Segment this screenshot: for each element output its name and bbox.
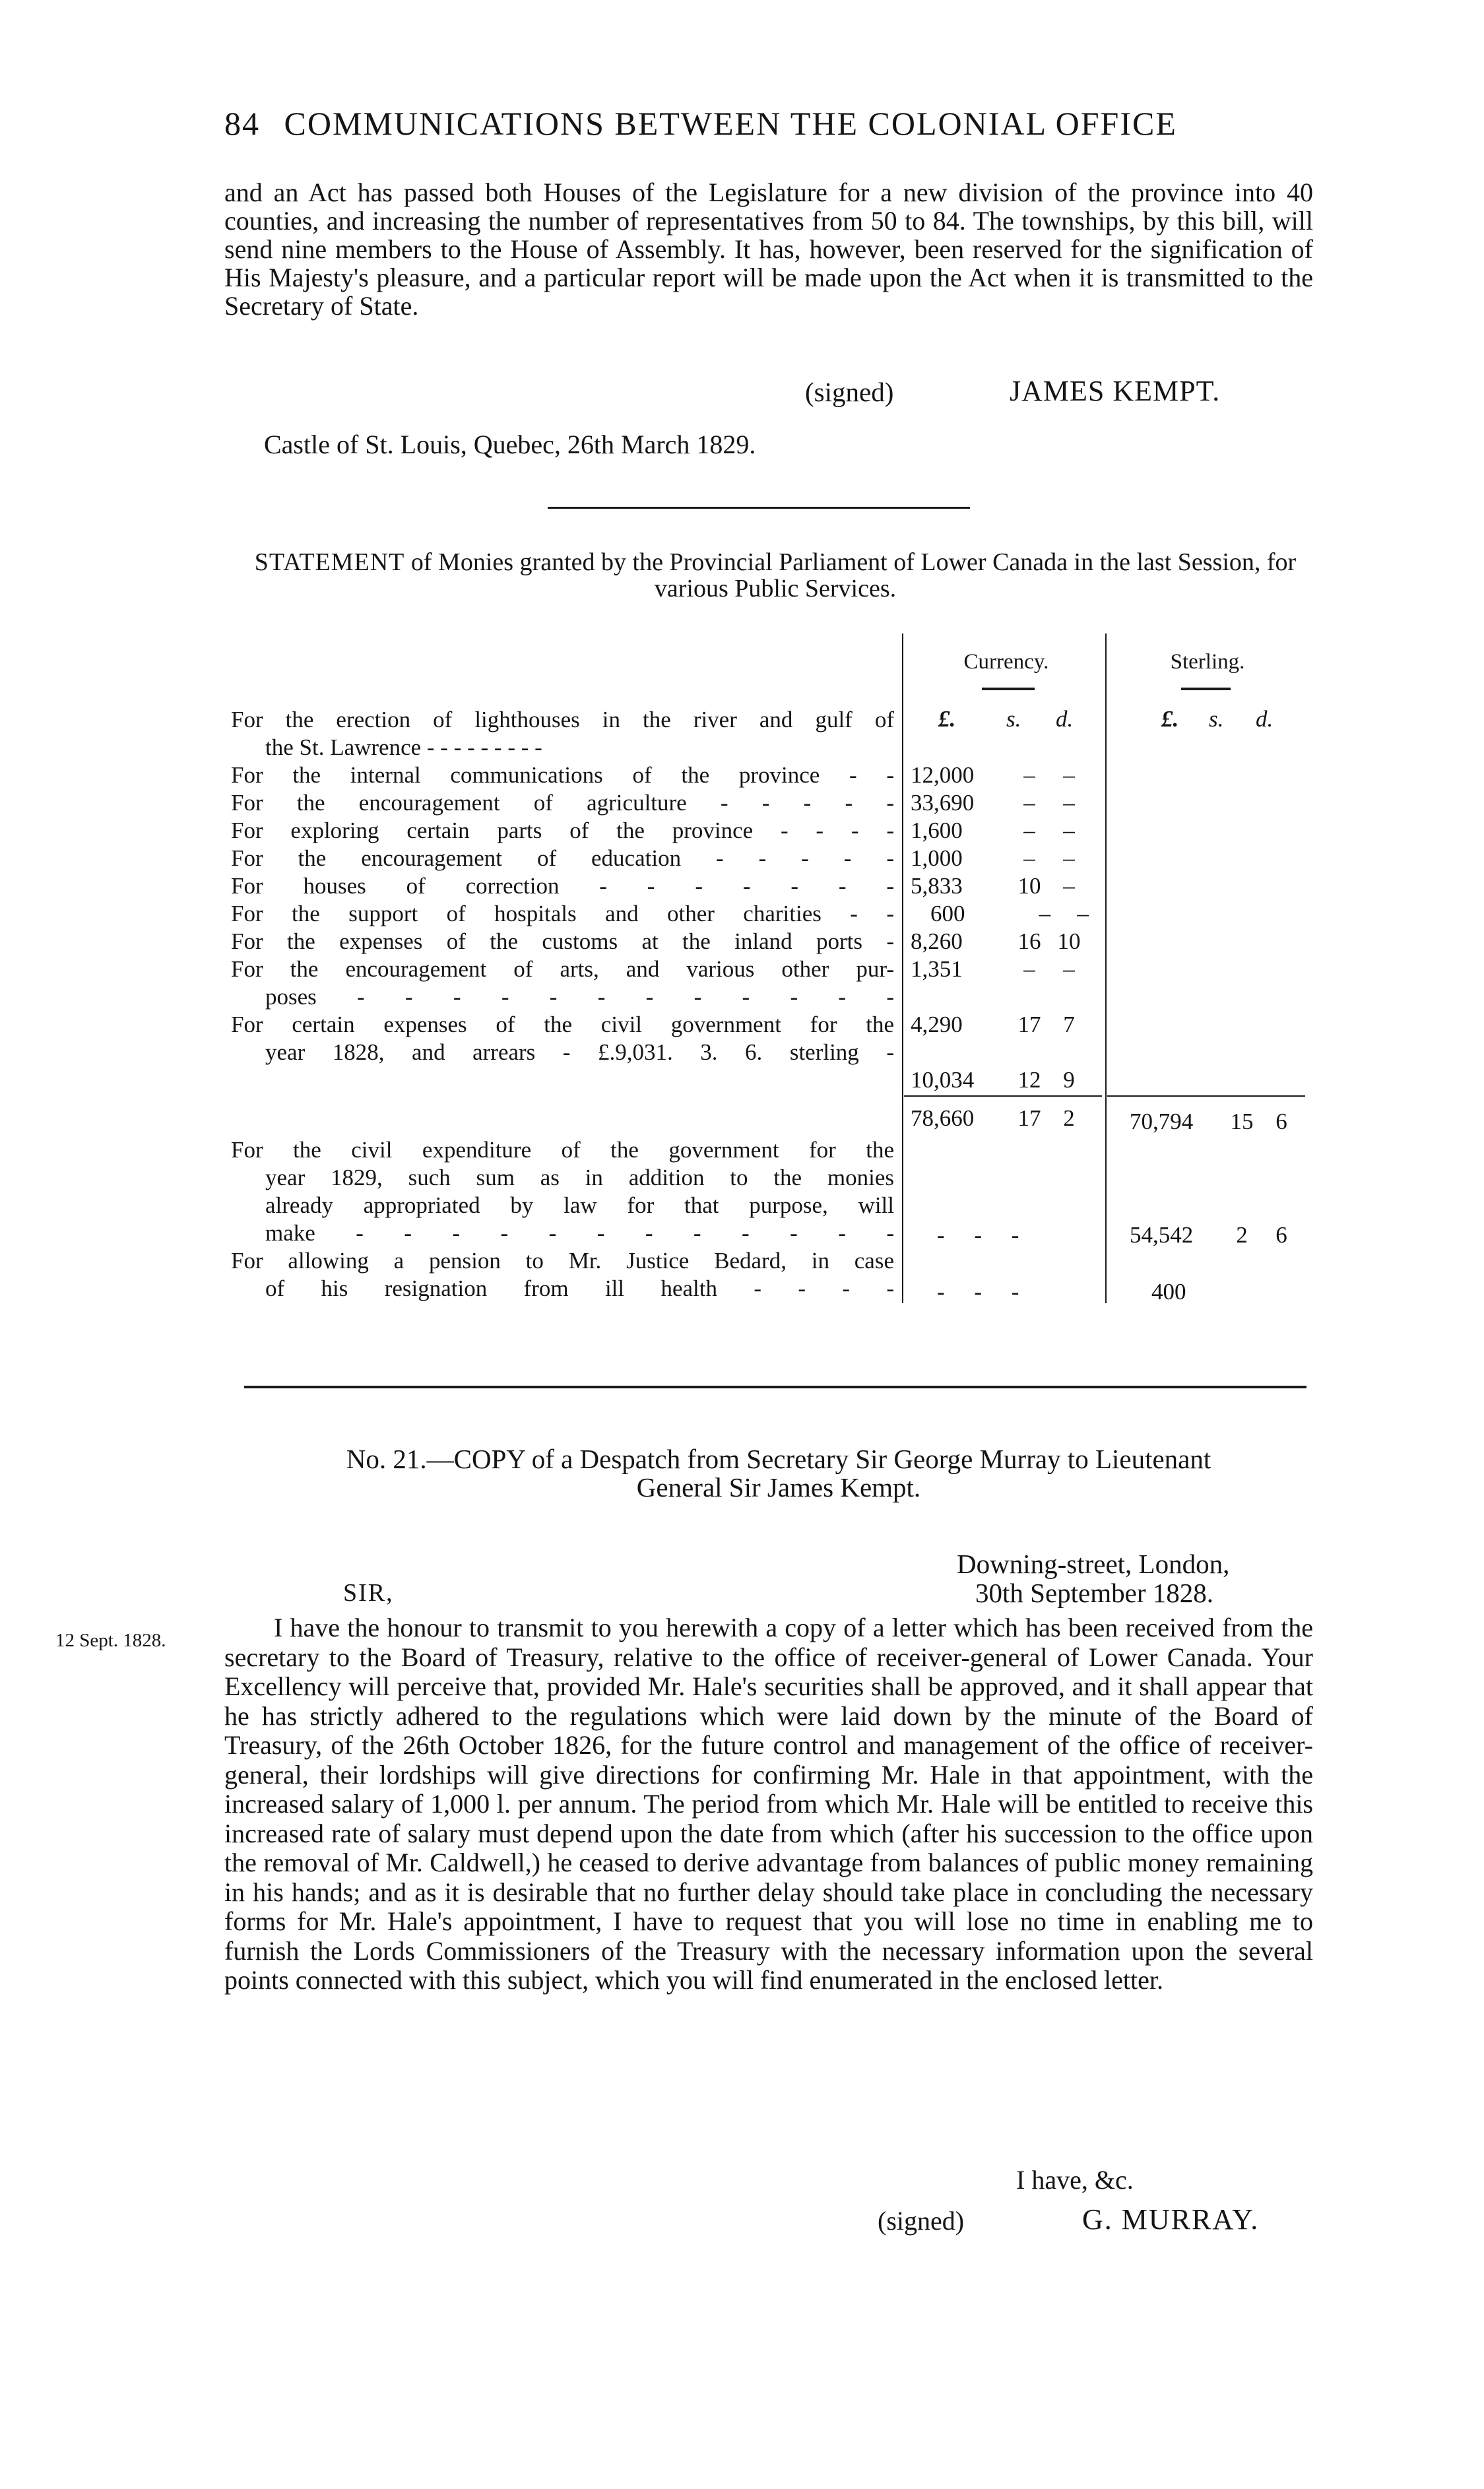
despatch-salutation: SIR, xyxy=(343,1579,394,1607)
opening-paragraph: and an Act has passed both Houses of the Legislature for a new division of the province into 40 counties, and increasing the number of representatives from 50 to 84. The townships, by this bill, will send nine members to the House of Assembly. It has, however, been reserved for the signification of His Majesty's pleasure, and a particular report will be made upon the Act when it is transmitted to the Secretary of State. xyxy=(224,178,1313,321)
amount-pence: – xyxy=(1063,790,1075,816)
running-header xyxy=(224,104,1177,143)
currency-amount-row xyxy=(911,955,1102,983)
statement-item-text: For certain expenses of the civil government for the xyxy=(231,1012,894,1037)
amount-shillings: 16 xyxy=(1017,928,1041,954)
extra-sterling-amount: 400 xyxy=(1151,1279,1186,1305)
amount-pence: 9 xyxy=(1063,1067,1075,1093)
extra-currency-dashes: - - - xyxy=(937,1279,1031,1305)
despatch-closing: I have, &c. xyxy=(1016,2165,1134,2195)
kempt-signed-label: (signed) xyxy=(805,377,894,407)
statement-item-text: For the encouragement of agriculture - - - - - xyxy=(231,790,894,816)
subtotal-pounds: 70,794 xyxy=(1130,1109,1194,1134)
statement-item-text: For the expenses of the customs at the inland ports - xyxy=(231,928,894,954)
amount-pounds: 4,290 xyxy=(911,1012,963,1037)
currency-pounds-unit: £. xyxy=(938,706,956,732)
despatch-title-line1: No. 21.—COPY of a Despatch from Secretary Sir George Murray to Lieutenant xyxy=(346,1444,1211,1474)
amount-shillings: – xyxy=(1023,845,1035,871)
statement-item-text: For the support of hospitals and other charities - - xyxy=(231,901,894,926)
currency-amounts xyxy=(911,734,1102,1094)
amount-shillings: – xyxy=(1023,762,1035,788)
amount-shillings: 17 xyxy=(1017,1012,1041,1037)
amount-shillings: – xyxy=(1023,956,1035,982)
amount-shillings: 12 xyxy=(1017,1067,1041,1093)
sterling-pence-unit: d. xyxy=(1256,706,1274,732)
murray-signature-name: G. MURRAY. xyxy=(1082,2203,1260,2236)
sterling-subtotal xyxy=(1130,1109,1308,1135)
extra-item-text: year 1829, such sum as in addition to the monies xyxy=(265,1165,894,1190)
currency-column-rule xyxy=(902,633,903,1303)
kempt-signature-name: JAMES KEMPT. xyxy=(1010,375,1221,407)
statement-title-rest: of Monies granted by the Provincial Parliament of Lower Canada in the last Session, for various Public Services. xyxy=(410,548,1297,602)
statement-item-text: For exploring certain parts of the province - - - - xyxy=(231,818,894,843)
subtotal-shillings: 15 xyxy=(1230,1109,1254,1134)
extra-item-text: For allowing a pension to Mr. Justice Bedard, in case xyxy=(231,1248,894,1274)
amount-pounds: 10,034 xyxy=(911,1067,975,1093)
extra-item-text: make - - - - - - - - - - - - xyxy=(265,1220,894,1246)
currency-header-underline xyxy=(982,688,1035,690)
statement-item-text: poses - - - - - - - - - - - - xyxy=(265,984,894,1010)
extra-currency-dashes: - - - xyxy=(937,1222,1031,1248)
amount-shillings: – xyxy=(1023,818,1035,843)
amount-pence: 7 xyxy=(1063,1012,1075,1037)
sterling-shillings-unit: s. xyxy=(1209,706,1224,732)
currency-amount-row xyxy=(911,900,1102,928)
amount-pounds: 8,260 xyxy=(911,928,963,954)
amount-pence: – xyxy=(1063,762,1075,788)
currency-pence-unit: d. xyxy=(1056,706,1074,732)
currency-amount-row xyxy=(911,1066,1102,1094)
amount-pounds: 1,000 xyxy=(911,845,963,871)
currency-amount-row xyxy=(911,817,1102,845)
running-title: COMMUNICATIONS BETWEEN THE COLONIAL OFFICE xyxy=(284,105,1177,142)
amount-shillings: 10 xyxy=(1017,873,1041,899)
murray-signed-label: (signed) xyxy=(878,2206,965,2236)
currency-amount-row xyxy=(911,761,1102,789)
extra-item-text: of his resignation from ill health - - - - xyxy=(265,1276,894,1301)
statement-items xyxy=(231,706,894,1066)
sterling-pounds: 54,542 xyxy=(1130,1222,1194,1248)
statement-item-text: the St. Lawrence - - - - - - - - - xyxy=(265,734,542,760)
currency-subtotal-rule xyxy=(904,1095,1102,1097)
currency-amount-row xyxy=(911,928,1102,955)
statement-item-text: For the encouragement of education - - - - - xyxy=(231,845,894,871)
despatch-address-line2: 30th September 1828. xyxy=(975,1578,1213,1608)
statement-item-text: For houses of correction - - - - - - - xyxy=(231,873,894,899)
amount-pence: – xyxy=(1063,956,1075,982)
sterling-shillings: 2 xyxy=(1236,1222,1248,1248)
subtotal-pence: 6 xyxy=(1275,1109,1287,1134)
despatch-title-line2: General Sir James Kempt. xyxy=(636,1472,921,1503)
sterling-column-rule xyxy=(1105,633,1107,1303)
margin-note: 12 Sept. 1828. xyxy=(55,1630,166,1651)
amount-pounds: 1,351 xyxy=(911,956,963,982)
amount-pence: – xyxy=(1063,845,1075,871)
currency-shillings-unit: s. xyxy=(1006,706,1021,732)
currency-amount-row xyxy=(911,1011,1102,1039)
extra-items xyxy=(231,1136,894,1303)
sterling-header-underline xyxy=(1181,688,1231,690)
amount-shillings: – xyxy=(1023,790,1035,816)
extra-sterling-amount xyxy=(1130,1222,1308,1248)
sterling-pence: 6 xyxy=(1275,1222,1287,1248)
statement-title-lead: STATEMENT xyxy=(254,548,405,576)
section-divider-long xyxy=(244,1386,1307,1388)
amount-pence: – xyxy=(1063,873,1075,899)
despatch-title xyxy=(238,1445,1320,1502)
extra-item-text: For the civil expenditure of the government for the xyxy=(231,1137,894,1163)
currency-amount-row xyxy=(911,872,1102,900)
amount-pounds: 5,833 xyxy=(911,873,963,899)
currency-amount-row xyxy=(911,845,1102,872)
amount-pounds: 12,000 xyxy=(911,762,975,788)
statement-item-text: For the erection of lighthouses in the river and gulf of xyxy=(231,707,894,732)
statement-title xyxy=(238,549,1313,602)
currency-subtotal xyxy=(911,1105,1102,1132)
subtotal-shillings: 17 xyxy=(1017,1105,1041,1131)
despatch-address-line1: Downing-street, London, xyxy=(957,1549,1230,1579)
amount-pence: – xyxy=(1077,901,1089,926)
extra-item-text: already appropriated by law for that purpose, will xyxy=(265,1192,894,1218)
subtotal-pounds: 78,660 xyxy=(911,1105,975,1131)
amount-pounds: 600 xyxy=(930,901,965,926)
kempt-dateline: Castle of St. Louis, Quebec, 26th March 1829. xyxy=(264,430,756,459)
currency-amount-row xyxy=(911,789,1102,817)
subtotal-pence: 2 xyxy=(1063,1105,1075,1131)
sterling-header: Sterling. xyxy=(1170,650,1245,674)
statement-item-text: year 1828, and arrears - £.9,031. 3. 6. sterling - xyxy=(265,1039,894,1065)
sterling-subtotal-rule xyxy=(1107,1095,1305,1097)
sterling-pounds-unit: £. xyxy=(1161,706,1179,732)
amount-pence: 10 xyxy=(1057,928,1081,954)
amount-pounds: 1,600 xyxy=(911,818,963,843)
despatch-body: I have the honour to transmit to you herewith a copy of a letter which has been received from the secretary to the Board of Treasury, relative to the office of receiver-general of Lower Canada. Your Excellency will perceive that, provided Mr. Hale's securities shall be approved, and it shall appear that he has strictly adhered to the regulations which were laid down by the minute of the Board of Treasury, of the 26th October 1826, for the future control and management of the office of receiver-general, their lordships will give directions for confirming Mr. Hale in that appointment, with the increased salary of 1,000 l. per annum. The period from which Mr. Hale will be entitled to receive this increased rate of salary must depend upon the date from which (after his succession to the office upon the removal of Mr. Caldwell,) he ceased to derive advantage from balances of public money remaining in his hands; and as it is desirable that no further delay should take place in concluding the necessary forms for Mr. Hale's appointment, I have to request that you will lose no time in enabling me to furnish the Lords Commissioners of the Treasury with the necessary information upon the several points connected with this subject, which you will find enumerated in the enclosed letter. xyxy=(224,1613,1313,1995)
amount-pounds: 33,690 xyxy=(911,790,975,816)
amount-shillings: – xyxy=(1039,901,1051,926)
page-number: 84 xyxy=(224,105,260,142)
section-divider xyxy=(548,507,970,509)
currency-header: Currency. xyxy=(963,650,1049,674)
amount-pence: – xyxy=(1063,818,1075,843)
statement-item-text: For the encouragement of arts, and various other pur- xyxy=(231,956,894,982)
statement-item-text: For the internal communications of the province - - xyxy=(231,762,894,788)
